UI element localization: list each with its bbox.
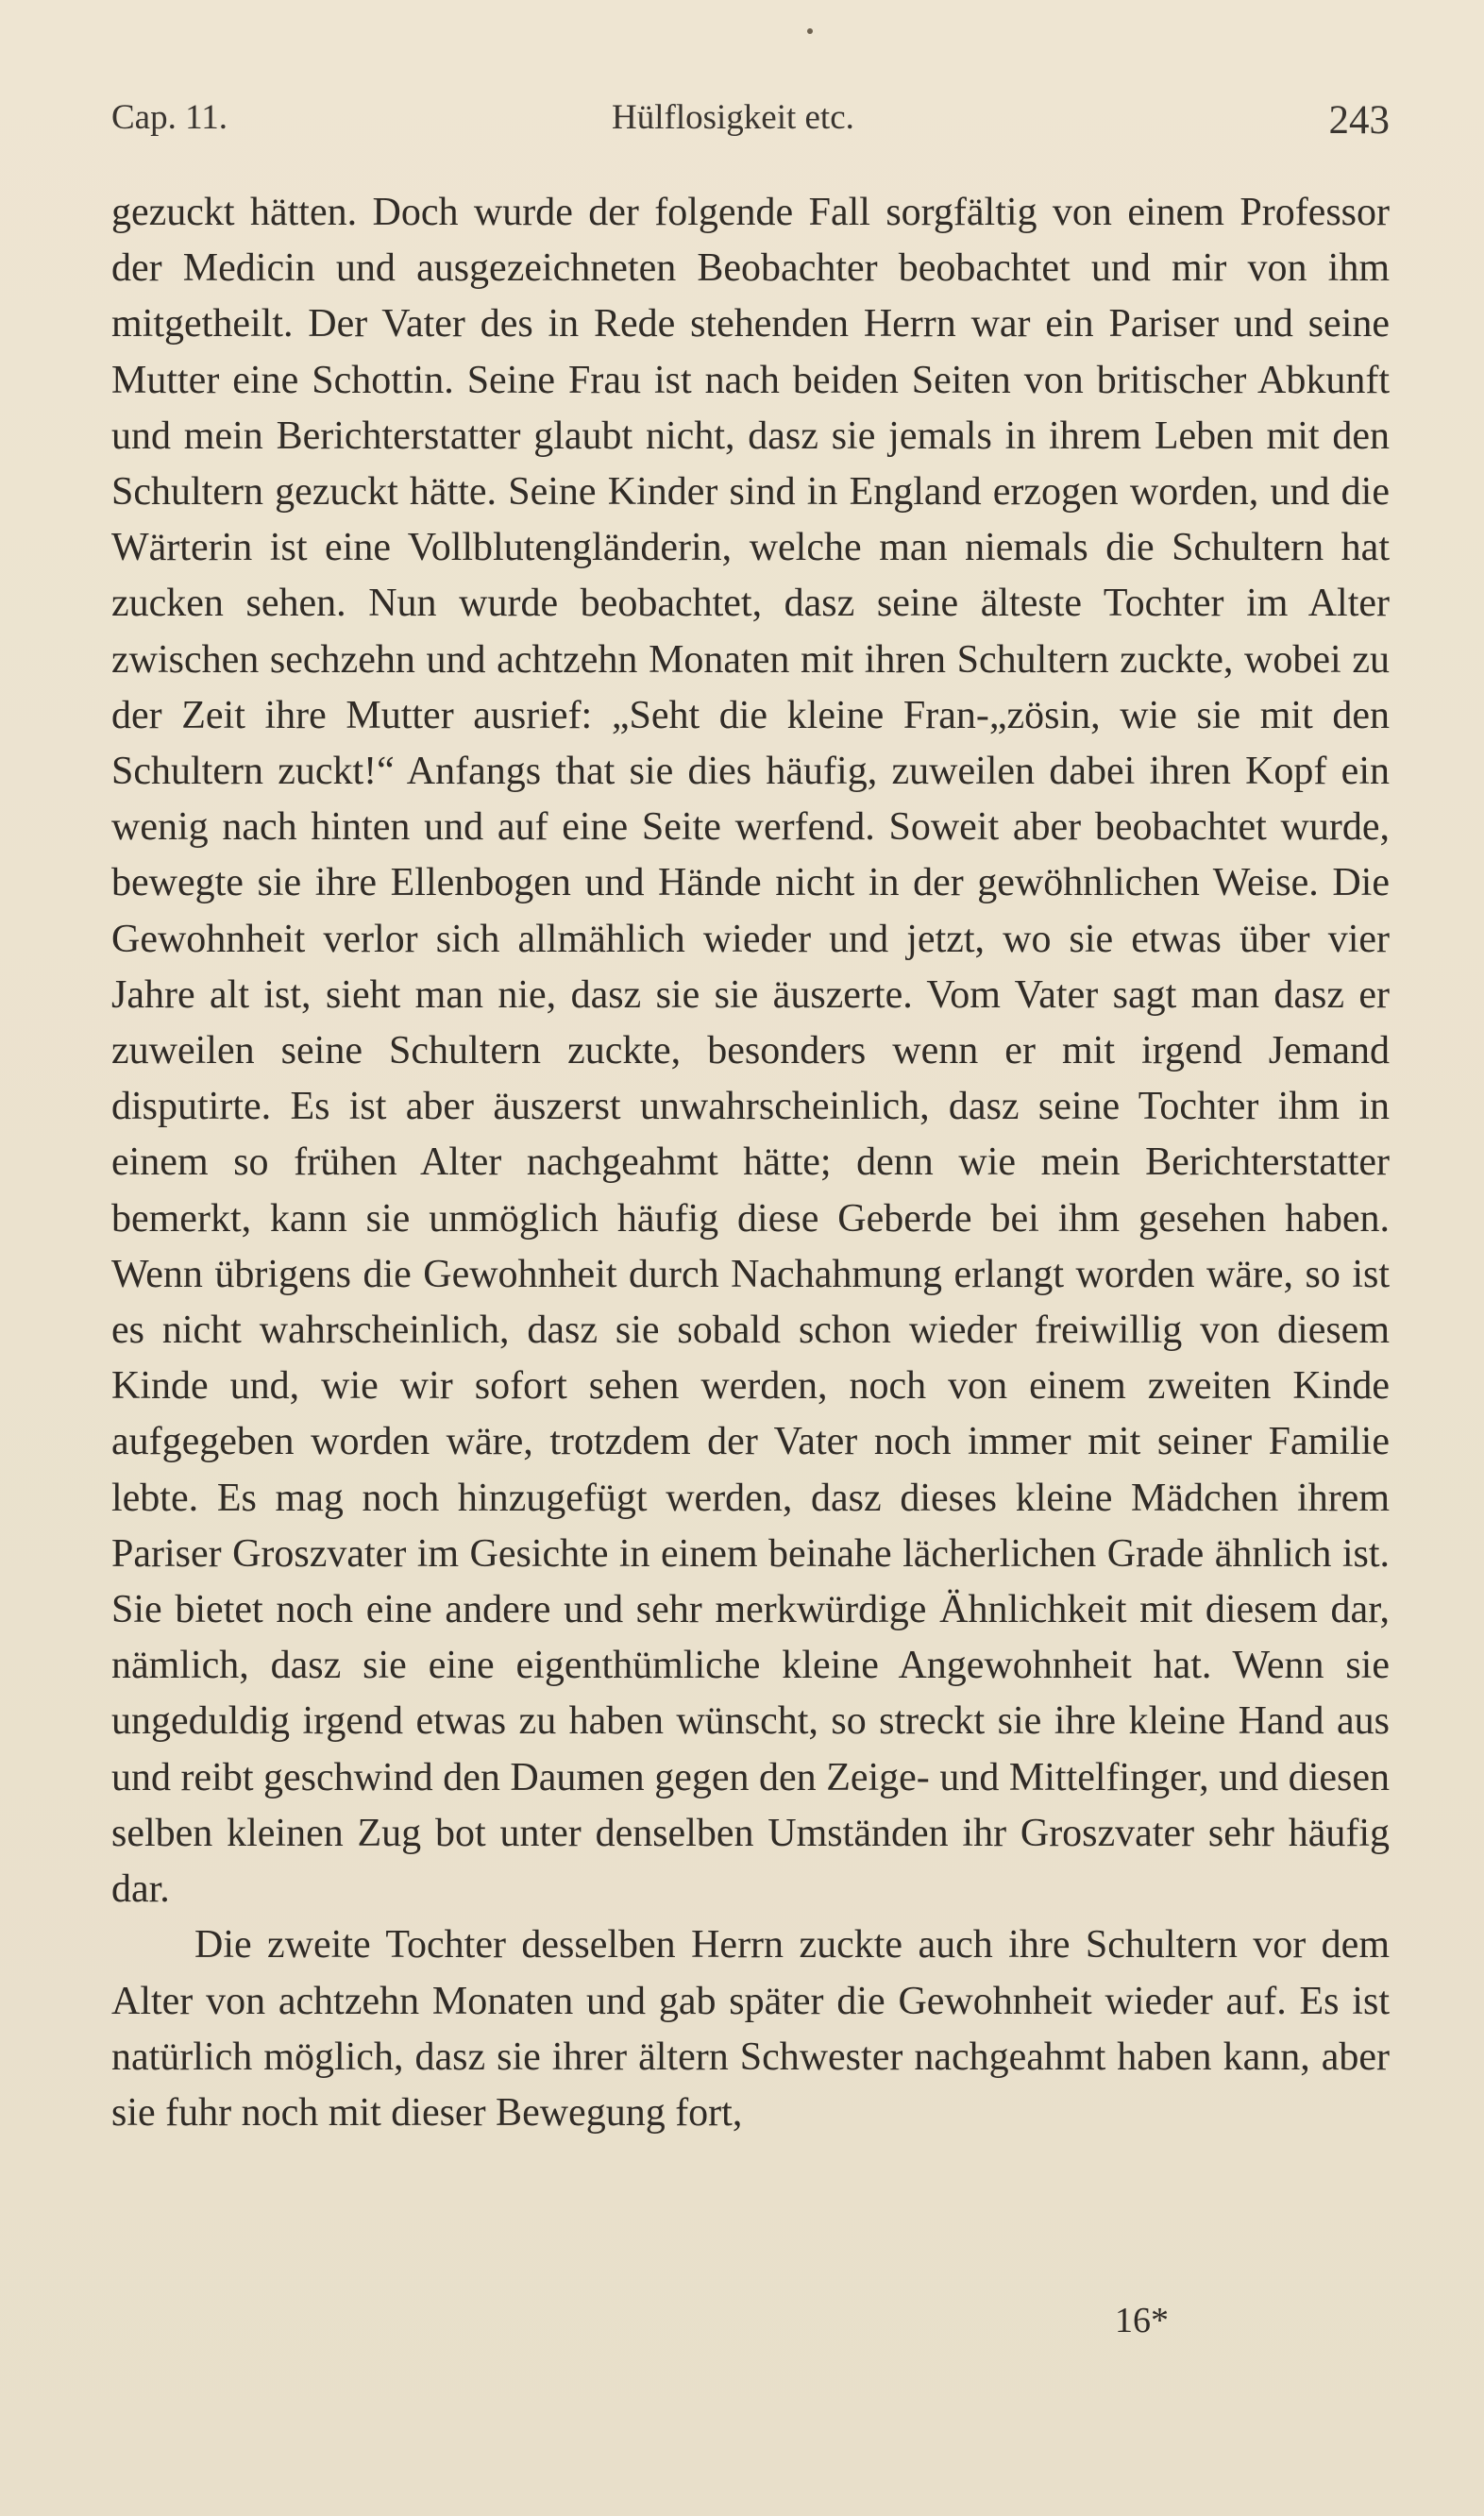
paragraph-continued: gezuckt hätten. Doch wurde der folgende Fall sorgfältig von einem Professor der Medicin und ausgezeichneten Beobachter beobachtet und mir von ihm mitgetheilt. Der Vater des in Rede stehenden Herrn war ein Pariser und seine Mutter eine Schottin. Seine Frau ist nach beiden Seiten von britischer Abkunft und mein Berichterstatter glaubt nicht, dasz sie jemals in ihrem Leben mit den Schultern gezuckt hätte. Seine Kinder sind in England erzogen worden, und die Wärterin ist eine Vollblutengländerin, welche man niemals die Schultern hat zucken sehen. Nun wurde beobachtet, dasz seine älteste Tochter im Alter zwischen sechzehn und achtzehn Monaten mit ihren Schultern zuckte, wobei zu der Zeit ihre Mutter ausrief: „Seht die kleine Fran-„zösin, wie sie mit den Schultern zuckt!“ Anfangs that sie dies häufig, zuweilen dabei ihren Kopf ein wenig nach hinten und auf eine Seite werfend. Soweit aber beobachtet wurde, bewegte sie ihre Ellenbogen und Hände nicht in der gewöhnlichen Weise. Die Gewohnheit verlor sich allmählich wieder und jetzt, wo sie etwas über vier Jahre alt ist, sieht man nie, dasz sie sie äuszerte. Vom Vater sagt man dasz er zuweilen seine Schultern zuckte, besonders wenn er mit irgend Jemand disputirte. Es ist aber äuszerst unwahrscheinlich, dasz seine Tochter ihm in einem so frühen Alter nachgeahmt hätte; denn wie mein Berichterstatter bemerkt, kann sie unmöglich häufig diese Geberde bei ihm gesehen haben. Wenn übrigens die Gewohnheit durch Nachahmung erlangt worden wäre, so ist es nicht wahrscheinlich, dasz sie sobald schon wieder freiwillig von diesem Kinde und, wie wir sofort sehen werden, noch von einem zweiten Kinde aufgegeben worden wäre, trotzdem der Vater noch immer mit seiner Familie lebte. Es mag noch hinzugefügt werden, dasz dieses kleine Mädchen ihrem Pariser Groszvater im Gesichte in einem beinahe lächerlichen Grade ähnlich ist. Sie bietet noch eine andere und sehr merkwürdige Ähnlichkeit mit diesem dar, nämlich, dasz sie eine eigenthümliche kleine Angewohnheit hat. Wenn sie ungeduldig irgend etwas zu haben wünscht, so streckt sie ihre kleine Hand aus und reibt geschwind den Daumen gegen den Zeige- und Mittelfinger, und diesen selben kleinen Zug bot unter denselben Umständen ihr Groszvater sehr häufig dar. bbox=[111, 191, 1390, 1912]
running-title: Hülflosigkeit etc. bbox=[612, 98, 854, 137]
chapter-label: Cap. 11. bbox=[111, 98, 228, 137]
paper-speck bbox=[807, 28, 813, 34]
paragraph: Die zweite Tochter desselben Herrn zuckte auch ihre Schultern vor dem Alter von achtzehn Monaten und gab später die Gewohnheit wieder auf. Es ist natürlich möglich, dasz sie ihrer ältern Schwester nachgeahmt haben kann, aber sie fuhr noch mit dieser Bewegung fort, bbox=[111, 1923, 1390, 2135]
signature-mark: 16* bbox=[1115, 2301, 1169, 2340]
running-header bbox=[111, 97, 1390, 154]
body-text bbox=[111, 185, 1390, 2141]
page-number: 243 bbox=[1328, 98, 1390, 143]
